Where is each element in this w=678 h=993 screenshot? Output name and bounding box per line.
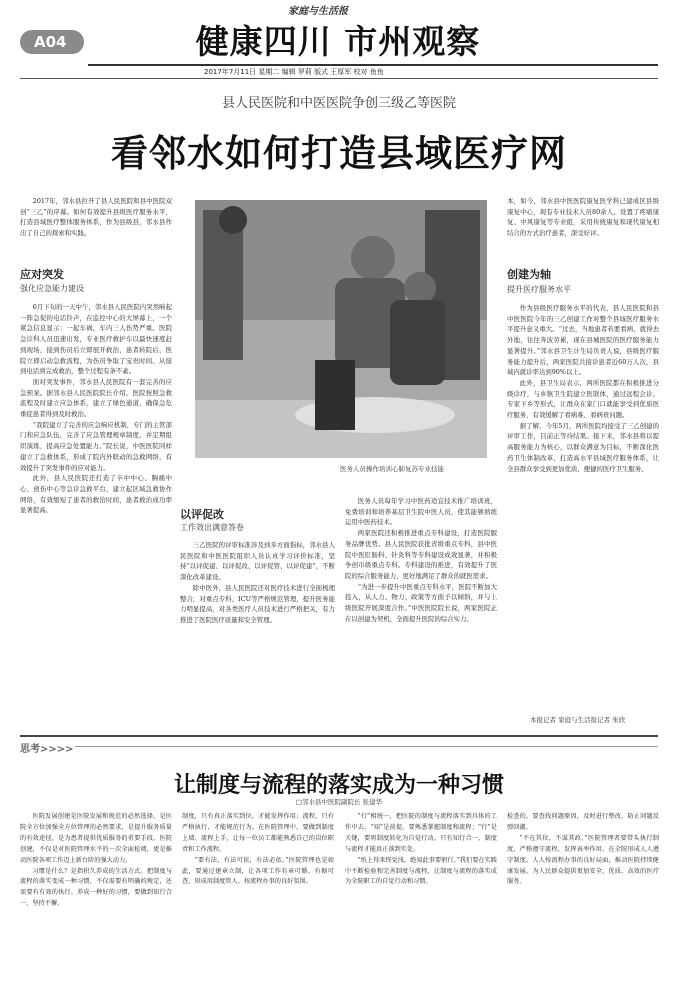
paragraph: 作为县级医疗服务水平的代表，县人民医院和县中医医院今年的三乙创建工作对整个县域医疗服务水平提升意义重大。“过去，当地患者若要看病，就得去外地，往往奔波劳累，现在县城医院的医疗服务能力显著提升。”邻水县卫生计生局负责人说，县级医疗服务能力提升后，两家医院共接诊患者近60万人次，县域内就诊率达到90%以上。: [507, 304, 659, 377]
article-title: 看邻水如何打造县域医疗网: [111, 131, 567, 175]
paragraph: 据了解，今年5月，两所医院均接受了三乙创建的评审工作，目前正等待结果。接下来，邻水县将以提高服务能力为核心，以群众满意为目标，不断深化医药卫生体制改革，打造高水平县域医疗服务体系，让全县群众享受到更加优质、便捷的医疗卫生服务。: [507, 421, 659, 473]
section-heading-emergency: 应对突发: [20, 268, 64, 281]
paragraph: 此外，县卫生局表示，两所医院都在积极推进分级诊疗，与乡镇卫生院建立医联体，通过远程会诊、专家下乡等形式，让群众在家门口就能享受到优质医疗服务，有效缓解了看病难、看病贵问题。: [507, 378, 659, 420]
article-subtitle: 县人民医院和中医医院争创三级乙等医院: [221, 96, 456, 111]
paragraph: 习惯是什么？是指积久养成的生活方式。把制度与流程的落实变成一种习惯，不仅需要有明确的规定，还需要有有效的执行。养成一种好的习惯，要做到知行合一，坚持不懈。: [20, 867, 172, 908]
paragraph: 制度，只有真正落实到位，才能发挥作用；流程，只有严格执行，才能规范行为。在医院管理中，要做到制度上墙、流程上手，让每一位员工都能熟悉自己的岗位职责和工作流程。: [182, 813, 334, 853]
opinion-tag: 思考>>>>: [20, 744, 74, 755]
paragraph: “行”相统一，把医院的制度与流程落实到具体的工作中去。“知”是前提，要熟悉掌握制度和流程；“行”是关键，要将制度转化为自觉行动。只有知行合一，制度与流程才能真正落到实处。: [345, 813, 497, 853]
header-rule: [88, 64, 658, 66]
paragraph: 此外，县人民医院还打造了卒中中心、胸痛中心、创伤中心等急诊急救平台，建立起区域急救协作网络，有效缩短了患者的救治时间，患者救治成功率显著提高。: [20, 474, 172, 515]
header-rule-bottom: [20, 78, 658, 79]
paragraph: 医务人员每年学习中医药适宜技术推广培训班，免费培训和培养基层卫生院中医人员，使其能够熟练运用中医药技术。: [345, 497, 497, 527]
paragraph: “不在其位，不谋其政。”医院管理者要带头执行制度，严格遵守流程，发挥表率作用，在全院形成人人遵守制度、人人按流程办事的良好局面，推动医院持续健康发展，为人民群众提供更加安全、优质、高效的医疗服务。: [507, 834, 659, 886]
paragraph: “我院建立了完善的应急响应机制，专门的主管部门和应急队伍，完善了应急管理规章制度，并定期组织演练，提高应急处置能力。”院长说，中医医院同样建立了急救体系，形成了院内外联动的急救网络，有效提升了突发事件的应对能力。: [20, 420, 172, 472]
header-meta: 2017年7月11日 星期二 编辑 罗莉 版式 王厚军 校对 鱼鱼: [204, 68, 384, 76]
section-heading-review: 以评促改: [180, 508, 224, 521]
opinion-author: □邻水县中医院副院长 张建华: [295, 798, 383, 806]
section-title: 健康四川 市州观察: [195, 22, 481, 61]
opinion-col2: [182, 812, 334, 988]
article-intro: 2017年，邻水县拉开了县人民医院和县中医院双创“三乙”的序幕。如何有效提升县级医疗服务水平，打造县域医疗整体服务体系，作为县级县，邻水县作出了自己的探索和实践。: [20, 197, 172, 238]
col4-top: [507, 196, 659, 260]
section-subheading-emergency: 强化应急能力建设: [20, 284, 84, 293]
paragraph: 面对突发事件，邻水县人民医院有一套完善的应急预案。据邻水县人民医院院长介绍，医院按照急救流程及时建立应急体系，建立了绿色通道，确保急危重症患者得到及时救治。: [20, 377, 172, 419]
paragraph: “纸上得来终觉浅，绝知此事要躬行。”我们要在实践中不断检验和完善制度与流程，让制度与流程的落实成为全院职工的自觉行动和习惯。: [345, 856, 497, 886]
byline: 本报记者 家庭与生活报记者 朱欣: [530, 716, 626, 724]
paragraph: “为进一步提升中医重点专科水平，医院不断加大投入，从人力、物力、政策等方面予以倾斜，并与上级医院开展深度合作。”中医医院院长说，两家医院正在以创建为契机，全面提升医院的综合实力。: [345, 582, 497, 623]
section-subheading-creation: 提升医疗服务水平: [507, 285, 571, 294]
opinion-col1: [20, 812, 172, 988]
paragraph: 检查的，要查找问题原因，及时进行整改，防止问题反弹回潮。: [507, 813, 659, 831]
col4-body: [507, 303, 659, 711]
opinion-rule: [75, 746, 658, 747]
opinion-title: 让制度与流程的落实成为一种习惯: [173, 772, 504, 798]
paragraph: 医院发展创建是医院发展和规范的必然选择，是医院全方位加强全方位管理的必然要求，是提升服务质量的有效途径，是为患者提供优质服务的重要手段。医院创建，不仅是对医院管理水平的一次全面检阅，更是推动医院各项工作迈上新台阶的强大动力。: [20, 813, 172, 864]
paragraph: “要有法，有法可依，有法必依。”医院管理也是如此，要通过建章立制，让各项工作有章可循、有据可查，形成用制度管人、按流程办事的良好氛围。: [182, 856, 334, 886]
opinion-col4: [507, 812, 659, 988]
paragraph: 除中医外，县人民医院还对医疗技术进行全面梳理整合，对重点专科、ICU等严格规范管理，提升医务能力明显提高，对各类医疗人员技术进行严格把关，有力推进了医院医疗质量和安全管理。: [180, 583, 335, 624]
photo-caption: 医务人员操作培训心肺复苏专业技能: [340, 465, 444, 473]
page-number: A04: [34, 33, 67, 51]
paragraph: 三乙医院的评审标准涉及到多方面指标，邻水县人民医院和中医医院组织人员认真学习评价标准，坚持“以评促建、以评促改、以评促管、以评促建”，不断深化改革建设。: [180, 541, 335, 582]
section-heading-creation: 创建为轴: [507, 268, 551, 281]
news-photo: [195, 200, 487, 458]
paragraph: 6月下旬的一天中午，邻水县人民医院内突然响起一阵急促的电话铃声，在监控中心的大屏幕上，一个紧急信息显示：一起车祸，车内三人伤势严重。医院急诊科人员迅速出发，专业医疗救护车以最快速度赶到现场，接到伤员后立即展开救治，患者转院后，医院立即启动急救流程，为伤员争取了宝贵时间。从接到电话到完成救治，整个过程有条不紊。: [20, 303, 172, 376]
paragraph: 本，如今，邻水县中医医院康复医学科已建成区县级康复中心，现有专业技术人员80余人，设置了疼痛康复、中风康复等专业组，采用传统康复和现代康复相结合的方式治疗患者，深受好评。: [507, 197, 659, 238]
section-subheading-review: 工作效出满意答卷: [180, 523, 244, 532]
col2-body: [180, 540, 335, 732]
paragraph: 两家医院还积极推进重点专科建设，打造医院服务品牌优势。县人民医院获批省级重点专科，县中医院中医肛肠科、针灸科等专科建设成效显著，并积极争创市级重点专科。专科建设的推进，有效提升了医院的综合服务能力，更好地满足了群众的就医需求。: [345, 529, 497, 580]
opinion-col3: [345, 812, 497, 988]
col1-body: [20, 302, 172, 814]
newspaper-name: 家庭与生活报: [288, 6, 348, 17]
divider: [20, 735, 658, 737]
col3-body: [345, 496, 497, 730]
